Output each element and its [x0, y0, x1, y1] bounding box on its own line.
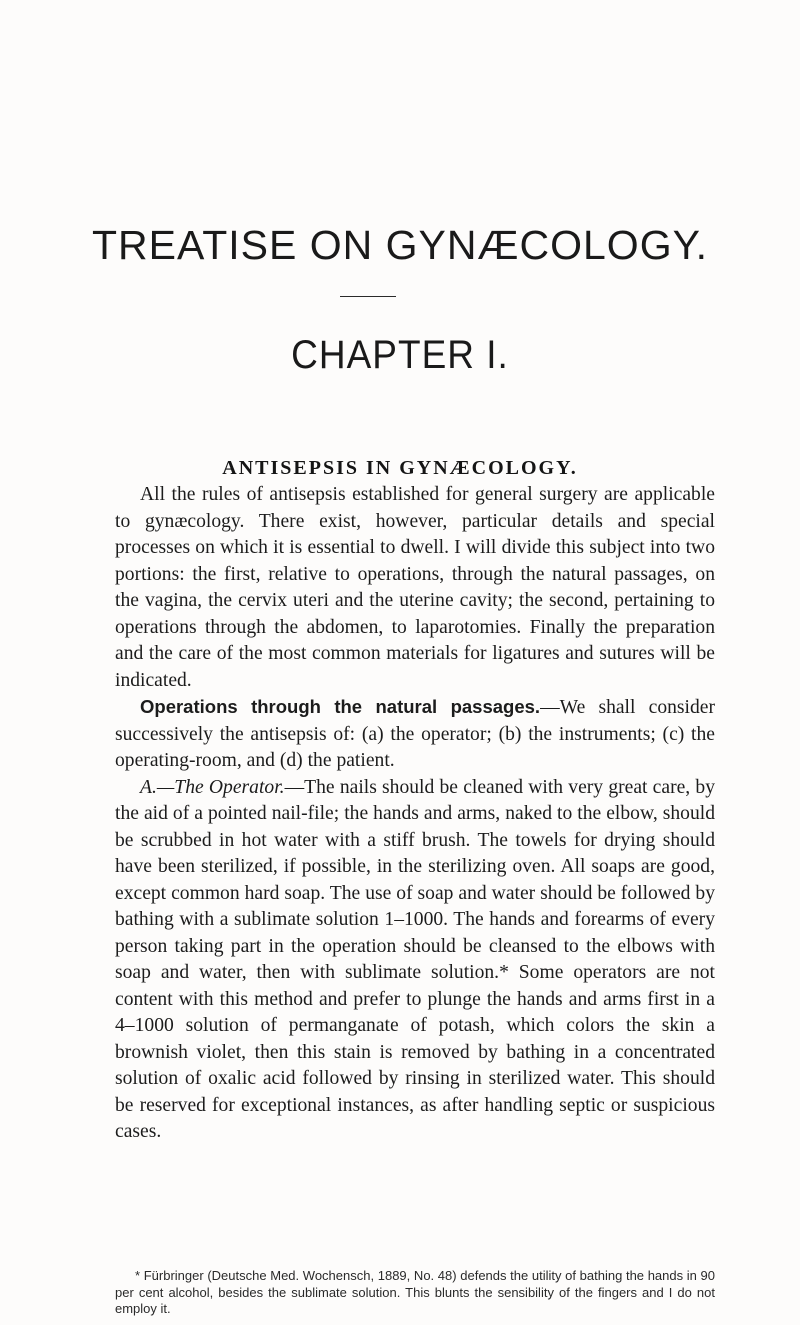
body-text	[115, 482, 715, 1146]
natural-passages-paragraph	[115, 694, 715, 775]
natural-passages-heading: Operations through the natural passages.	[140, 696, 541, 717]
footnote-text: * Fürbringer (Deutsche Med. Wochensch, 1889, No. 48) defends the utility of bathing the hands in 90 per cent alcohol, besides the sublimate solution. This blunts the sensibility of the fingers and I do not employ it.	[115, 1268, 715, 1316]
operator-label: A.	[140, 776, 157, 798]
operator-title: —The Operator.	[156, 776, 285, 798]
section-title: ANTISEPSIS IN GYNÆCOLOGY.	[222, 457, 578, 479]
natural-passages-text: —We shall consider successively the antisepsis of: (a) the operator; (b) the instruments; (c) the operating-room, and (d) the patient.	[115, 697, 715, 771]
operator-text: —The nails should be cleaned with very great care, by the aid of a pointed nail-file; the hands and arms, naked to the elbow, should be scrubbed in hot water with a stiff brush. The towels for drying should have been sterilized, if possible, in the sterilizing oven. All soaps are good, except common hard soap. The use of soap and water should be followed by bathing with a sublimate solution 1–1000. The hands and forearms of every person taking part in the operation should be cleansed to the elbows with soap and water, then with sublimate solution.* Some operators are not content with this method and prefer to plunge the hands and arms first in a 4–1000 solution of permanganate of potash, which colors the skin a brownish violet, then this stain is removed by bathing in a concentrated solution of oxalic acid followed by rinsing in sterilized water. This should be reserved for exceptional instances, as after handling septic or suspicious cases.	[115, 776, 715, 1142]
title-divider	[340, 296, 396, 297]
book-title: TREATISE ON GYNÆCOLOGY.	[91, 222, 709, 268]
chapter-heading: CHAPTER I.	[291, 332, 509, 377]
operator-paragraph	[115, 775, 715, 1146]
intro-paragraph: All the rules of antisepsis established for general surgery are applicable to gynæcology. There exist, however, particular details and special processes on which it is essential to dwell. I will divide this subject into two portions: the first, relative to operations, through the natural passages, on the vagina, the cervix uteri and the uterine cavity; the second, pertaining to operations through the abdomen, to laparotomies. Finally the preparation and the care of the most common materials for ligatures and sutures will be indicated.	[115, 484, 715, 691]
footnote	[115, 1268, 715, 1318]
